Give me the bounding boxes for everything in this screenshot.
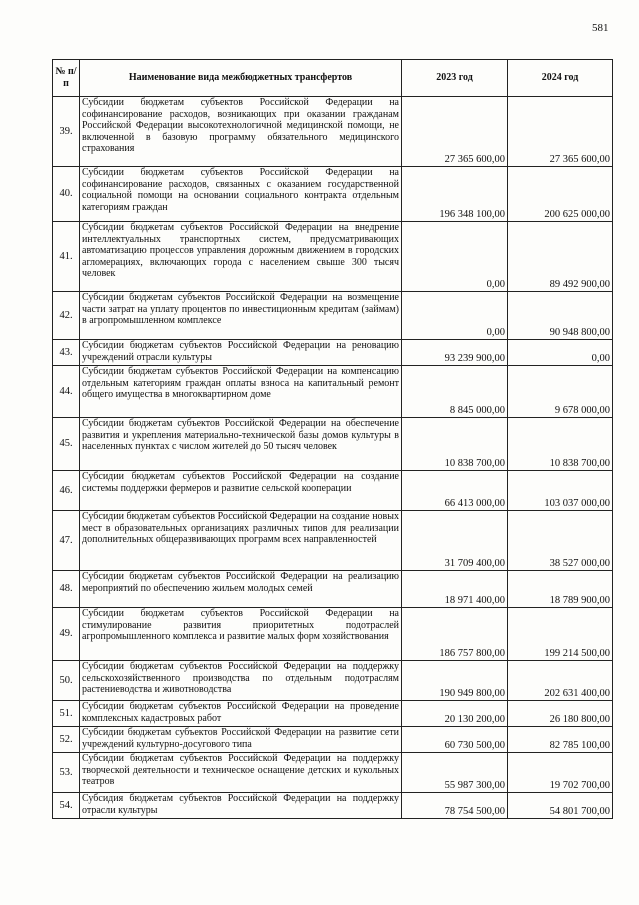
header-num: № п/п (53, 60, 80, 97)
row-value-2024: 54 801 700,00 (508, 793, 613, 819)
row-value-2024: 103 037 000,00 (508, 471, 613, 511)
row-name: Субсидии бюджетам субъектов Российской Федерации на реновацию учреждений отрасли культуры (80, 340, 402, 366)
header-year-2024: 2024 год (508, 60, 613, 97)
row-name: Субсидии бюджетам субъектов Российской Федерации на реализацию мероприятий по обеспечению жильем молодых семей (80, 571, 402, 608)
row-value-2023: 8 845 000,00 (402, 366, 508, 418)
row-number: 46. (53, 471, 80, 511)
row-value-2024: 27 365 600,00 (508, 97, 613, 167)
row-number: 43. (53, 340, 80, 366)
table-row (53, 753, 613, 793)
table-row (53, 608, 613, 661)
row-number: 42. (53, 292, 80, 340)
row-number: 47. (53, 511, 80, 571)
row-value-2023: 0,00 (402, 292, 508, 340)
row-name: Субсидии бюджетам субъектов Российской Федерации на создание новых мест в образовательных организациях различных типов для реализации дополнительных общеразвивающих программ всех направленностей (80, 511, 402, 571)
row-number: 45. (53, 418, 80, 471)
table-row (53, 701, 613, 727)
row-value-2023: 55 987 300,00 (402, 753, 508, 793)
table-row (53, 727, 613, 753)
row-number: 39. (53, 97, 80, 167)
row-value-2024: 10 838 700,00 (508, 418, 613, 471)
row-name: Субсидия бюджетам субъектов Российской Федерации на поддержку отрасли культуры (80, 793, 402, 819)
row-value-2023: 190 949 800,00 (402, 661, 508, 701)
row-value-2023: 78 754 500,00 (402, 793, 508, 819)
table-row (53, 471, 613, 511)
row-value-2023: 196 348 100,00 (402, 167, 508, 222)
row-value-2023: 60 730 500,00 (402, 727, 508, 753)
row-name: Субсидии бюджетам субъектов Российской Федерации на внедрение интеллектуальных транспортных систем, предусматривающих автоматизацию процессов управления дорожным движением в городских агломерациях, включающих города с населением свыше 300 тысяч человек (80, 222, 402, 292)
row-name: Субсидии бюджетам субъектов Российской Федерации на возмещение части затрат на уплату процентов по инвестиционным кредитам (займам) в агропромышленном комплексе (80, 292, 402, 340)
row-number: 40. (53, 167, 80, 222)
row-name: Субсидии бюджетам субъектов Российской Федерации на стимулирование развития приоритетных подотраслей агропромышленного комплекса и развитие малых форм хозяйствования (80, 608, 402, 661)
row-name: Субсидии бюджетам субъектов Российской Федерации на проведение комплексных кадастровых работ (80, 701, 402, 727)
row-value-2023: 186 757 800,00 (402, 608, 508, 661)
row-value-2024: 199 214 500,00 (508, 608, 613, 661)
table-row (53, 292, 613, 340)
row-number: 52. (53, 727, 80, 753)
row-value-2024: 26 180 800,00 (508, 701, 613, 727)
row-number: 49. (53, 608, 80, 661)
row-value-2024: 90 948 800,00 (508, 292, 613, 340)
row-value-2024: 89 492 900,00 (508, 222, 613, 292)
row-name: Субсидии бюджетам субъектов Российской Федерации на компенсацию отдельным категориям граждан оплаты взноса на капитальный ремонт общего имущества в многоквартирном доме (80, 366, 402, 418)
header-year-2023: 2023 год (402, 60, 508, 97)
row-value-2024: 19 702 700,00 (508, 753, 613, 793)
row-name: Субсидии бюджетам субъектов Российской Федерации на поддержку творческой деятельности и техническое оснащение детских и кукольных театров (80, 753, 402, 793)
row-value-2023: 66 413 000,00 (402, 471, 508, 511)
table-row (53, 167, 613, 222)
row-value-2023: 93 239 900,00 (402, 340, 508, 366)
table-row (53, 340, 613, 366)
row-value-2023: 0,00 (402, 222, 508, 292)
row-value-2023: 10 838 700,00 (402, 418, 508, 471)
table-row (53, 97, 613, 167)
row-name: Субсидии бюджетам субъектов Российской Федерации на софинансирование расходов, возникающих при оказании гражданам Российской Федерации высокотехнологичной медицинской помощи, не включенной в базовую программу обязательного медицинского страхования (80, 97, 402, 167)
row-value-2024: 202 631 400,00 (508, 661, 613, 701)
table-row (53, 366, 613, 418)
row-name: Субсидии бюджетам субъектов Российской Федерации на развитие сети учреждений культурно-досугового типа (80, 727, 402, 753)
table-row (53, 793, 613, 819)
table-row (53, 222, 613, 292)
row-value-2023: 18 971 400,00 (402, 571, 508, 608)
row-value-2024: 200 625 000,00 (508, 167, 613, 222)
row-value-2023: 27 365 600,00 (402, 97, 508, 167)
table-row (53, 511, 613, 571)
row-value-2024: 18 789 900,00 (508, 571, 613, 608)
row-number: 50. (53, 661, 80, 701)
transfers-table (52, 59, 613, 819)
row-value-2024: 38 527 000,00 (508, 511, 613, 571)
row-value-2024: 82 785 100,00 (508, 727, 613, 753)
row-name: Субсидии бюджетам субъектов Российской Федерации на создание системы поддержки фермеров и развитие сельской кооперации (80, 471, 402, 511)
row-name: Субсидии бюджетам субъектов Российской Федерации на софинансирование расходов, связанных с оказанием государственной социальной помощи на основании социального контракта отдельным категориям граждан (80, 167, 402, 222)
table-row (53, 661, 613, 701)
page-number: 581 (592, 22, 609, 34)
row-name: Субсидии бюджетам субъектов Российской Федерации на поддержку сельскохозяйственного производства по отдельным подотраслям растениеводства и животноводства (80, 661, 402, 701)
table-row (53, 418, 613, 471)
row-number: 48. (53, 571, 80, 608)
row-number: 41. (53, 222, 80, 292)
table-header-row (53, 60, 613, 97)
row-value-2024: 0,00 (508, 340, 613, 366)
table-row (53, 571, 613, 608)
header-name: Наименование вида межбюджетных трансфертов (80, 60, 402, 97)
row-value-2024: 9 678 000,00 (508, 366, 613, 418)
row-number: 53. (53, 753, 80, 793)
row-number: 51. (53, 701, 80, 727)
row-value-2023: 31 709 400,00 (402, 511, 508, 571)
row-number: 44. (53, 366, 80, 418)
row-value-2023: 20 130 200,00 (402, 701, 508, 727)
row-name: Субсидии бюджетам субъектов Российской Федерации на обеспечение развития и укрепления материально-технической базы домов культуры в населенных пунктах с числом жителей до 50 тысяч человек (80, 418, 402, 471)
row-number: 54. (53, 793, 80, 819)
